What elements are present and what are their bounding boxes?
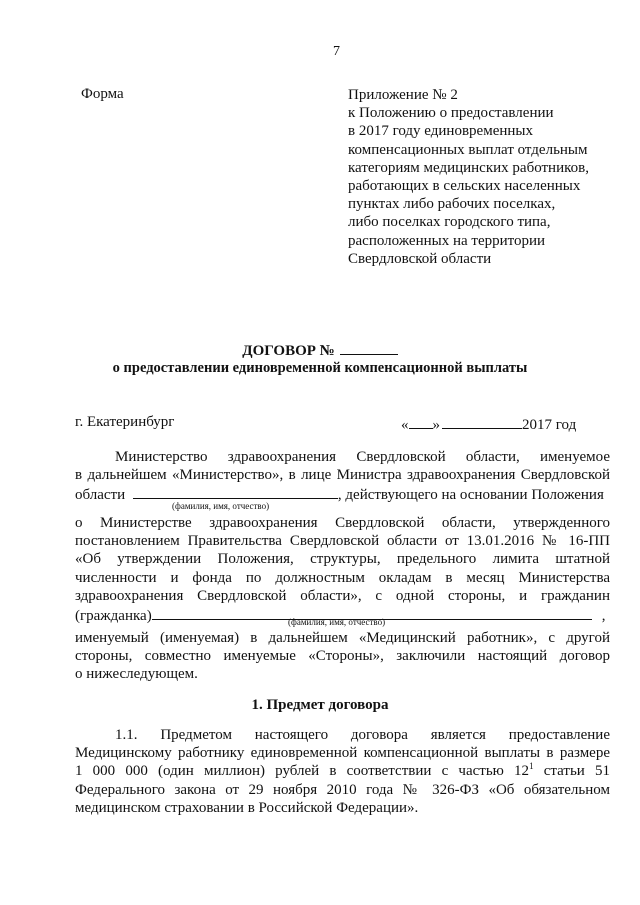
text-line: в дальнейшем «Министерство», в лице Министра здравоохранения Свердловской <box>75 467 610 484</box>
preamble-block-1 <box>75 448 610 503</box>
title-text: ДОГОВОР № <box>242 343 335 359</box>
text-fragment: статьи 51 <box>533 763 611 780</box>
appendix-line: пунктах либо рабочих поселках, <box>348 196 556 213</box>
appendix-line: в 2017 году единовременных <box>348 123 533 140</box>
appendix-line: работающих в сельских населенных <box>348 178 581 195</box>
city-label: г. Екатеринбург <box>75 414 175 430</box>
superscript: 1 <box>529 761 534 772</box>
form-label: Форма <box>81 86 124 102</box>
text-line: Министерство здравоохранения Свердловской области, именуемое <box>115 449 610 465</box>
text-line: 1.1. Предметом настоящего договора является предоставление <box>115 727 610 743</box>
minister-name-caption: (фамилия, имя, отчество) <box>172 501 270 511</box>
text-fragment: области <box>75 487 126 504</box>
appendix-line: Приложение № 2 <box>348 87 458 103</box>
page-number: 7 <box>333 44 340 59</box>
text-line: постановлением Правительства Свердловской области от 13.01.2016 № 16-ПП <box>75 533 610 550</box>
date-open-quote: « <box>401 417 409 433</box>
citizen-name-caption: (фамилия, имя, отчество) <box>288 617 386 627</box>
contract-number-blank <box>340 342 398 355</box>
appendix-line: компенсационных выплат отдельным <box>348 141 588 158</box>
preamble-block-2 <box>75 514 610 623</box>
section-1-title: 1. Предмет договора <box>251 697 389 713</box>
day-blank <box>409 414 433 429</box>
appendix-line: категориям медицинских работников, <box>348 159 589 176</box>
date-year: 2017 год <box>522 417 577 433</box>
month-blank <box>442 414 522 429</box>
text-line: «Об утверждении Положения, структуры, предельного лимита штатной <box>75 551 610 568</box>
date-line <box>401 414 576 434</box>
text-line: медицинском страховании в Российской Федерации». <box>75 799 419 816</box>
document-subtitle: о предоставлении единовременной компенсационной выплаты <box>112 360 528 376</box>
appendix-line: либо поселках городского типа, <box>348 214 551 231</box>
document-title <box>0 342 640 360</box>
text-line: о нижеследующем. <box>75 666 198 683</box>
text-fragment: 1 000 000 (один миллион) рублей в соответствии с частью 12 <box>75 763 530 780</box>
text-line: численности и фонда по должностным окладам в месяц Министерства <box>75 569 610 586</box>
text-line: здравоохранения Свердловской области», с одной стороны, и гражданин <box>75 587 610 604</box>
minister-name-blank <box>133 484 338 499</box>
text-line: Медицинскому работнику единовременной компенсационной выплаты в размере <box>75 745 610 762</box>
appendix-block <box>348 86 589 268</box>
text-line: Федерального закона от 29 ноября 2010 года № 326-ФЗ «Об обязательном <box>75 781 610 798</box>
appendix-line: Свердловской области <box>348 250 492 267</box>
preamble-block-3 <box>75 629 610 684</box>
text-fragment: , действующего на основании Положения <box>337 487 604 504</box>
text-line: стороны, совместно именуемые «Стороны», заключили настоящий договор <box>75 648 610 665</box>
text-fragment: (гражданка) <box>75 607 152 624</box>
text-line <box>75 484 610 502</box>
section-1-body <box>75 726 610 817</box>
appendix-line: к Положению о предоставлении <box>348 105 554 122</box>
text-line: именуемый (именуемая) в дальнейшем «Медицинский работник», с другой <box>75 630 610 646</box>
text-fragment: , <box>601 607 606 624</box>
appendix-line: расположенных на территории <box>348 232 546 249</box>
date-close-quote: » <box>432 417 440 433</box>
text-line: о Министерстве здравоохранения Свердловской области, утвержденного <box>75 515 610 531</box>
text-line <box>75 762 610 780</box>
